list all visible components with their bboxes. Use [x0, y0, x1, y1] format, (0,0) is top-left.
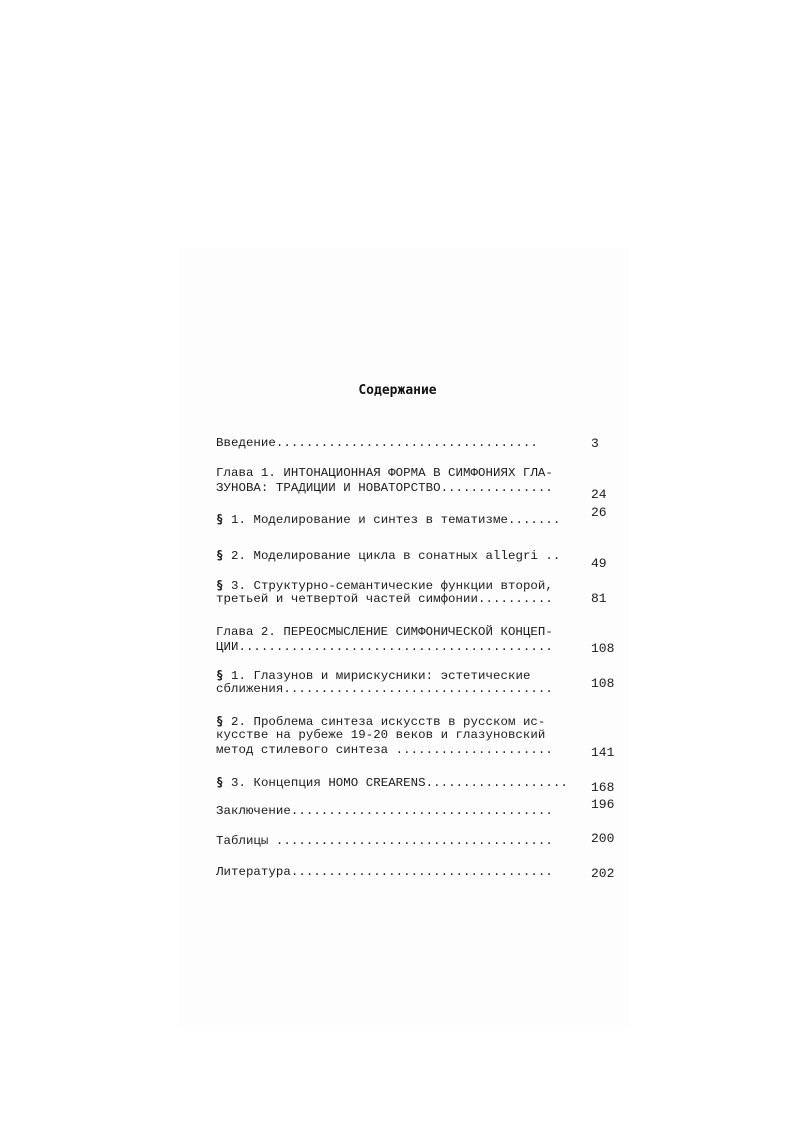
section-sign: § — [216, 774, 224, 789]
toc-entry-ch2-s2-page: 141 — [591, 745, 615, 760]
toc-entry-ch1-s2-page: 49 — [591, 556, 607, 571]
toc-entry-chapter1-page: 24 — [591, 487, 607, 502]
section-sign: § — [216, 547, 224, 562]
section-sign: § — [216, 511, 224, 526]
toc-entry-chapter2-line-1: Глава 2. ПЕРЕОСМЫСЛЕНИЕ СИМФОНИЧЕСКОЙ КОНЦЕП- — [216, 625, 553, 639]
toc-entry-ch2-s3-line-1: § 3. Концепция HOMO CREARENS................... — [216, 774, 568, 790]
toc-entry-ch2-s1-line-2: сближения.................................... — [216, 682, 553, 696]
toc-entry-ch1-s3-page: 81 — [591, 591, 607, 606]
toc-entry-conclusion-line-1: Заключение................................... — [216, 804, 553, 818]
toc-title: Содержание — [358, 383, 437, 398]
toc-entry-ch2-s1-line-1: § 1. Глазунов и мирискусники: эстетические — [216, 667, 531, 683]
toc-entry-ch1-s2-line-1: § 2. Моделирование цикла в сонатных allegri .. — [216, 547, 561, 563]
toc-entry-intro-line-1: Введение................................... — [216, 436, 538, 450]
toc-entry-bibliography-page: 202 — [591, 866, 615, 881]
toc-entry-chapter1-line-1: Глава 1. ИНТОНАЦИОННАЯ ФОРМА В СИМФОНИЯХ ГЛА- — [216, 466, 553, 480]
toc-entry-conclusion-page: 196 — [591, 797, 615, 812]
section-sign: § — [216, 713, 224, 728]
toc-entry-chapter1-line-2: ЗУНОВА: ТРАДИЦИИ И НОВАТОРСТВО............... — [216, 481, 553, 495]
toc-entry-tables-line-1: Таблицы ..................................... — [216, 834, 553, 848]
toc-entry-ch1-s1-page: 26 — [591, 505, 607, 520]
section-sign: § — [216, 577, 224, 592]
toc-entry-ch2-s2-line-3: метод стилевого синтеза ..................... — [216, 743, 553, 757]
toc-entry-chapter2-page: 108 — [591, 641, 615, 656]
toc-entry-ch1-s1-line-1: § 1. Моделирование и синтез в тематизме....... — [216, 511, 561, 527]
toc-entry-chapter2-line-2: ЦИИ.......................................... — [216, 640, 553, 654]
section-sign: § — [216, 667, 224, 682]
toc-entry-tables-page: 200 — [591, 831, 615, 846]
toc-entry-bibliography-line-1: Литература................................... — [216, 865, 553, 879]
toc-entry-ch2-s1-page: 108 — [591, 676, 615, 691]
toc-entry-intro-page: 3 — [591, 436, 599, 451]
toc-entry-ch1-s3-line-1: § 3. Структурно-семантические функции второй, — [216, 577, 553, 593]
toc-entry-ch1-s3-line-2: третьей и четвертой частей симфонии.......... — [216, 592, 553, 606]
toc-entry-ch2-s3-page: 168 — [591, 780, 615, 795]
toc-entry-ch2-s2-line-2: кусстве на рубеже 19-20 веков и глазуновский — [216, 728, 546, 742]
toc-entry-ch2-s2-line-1: § 2. Проблема синтеза искусств в русском ис- — [216, 713, 546, 729]
